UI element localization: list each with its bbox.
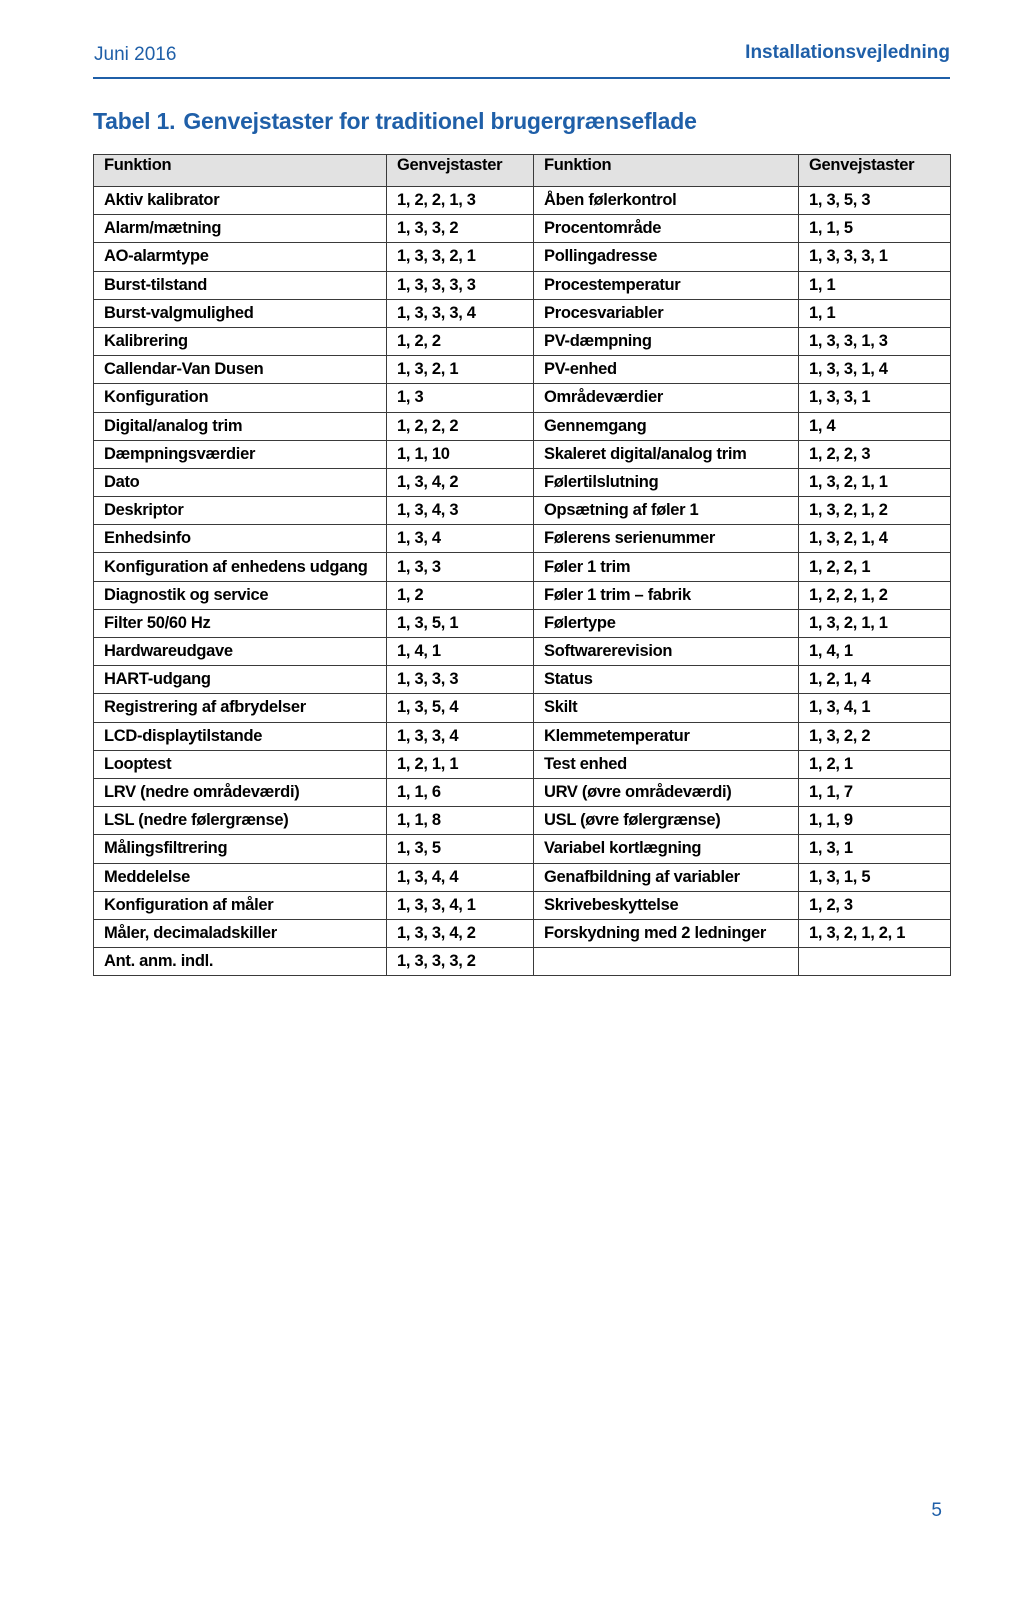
shortcut-cell: 1, 1, 10 xyxy=(387,440,534,468)
shortcut-cell: 1, 3, 5, 1 xyxy=(387,609,534,637)
shortcut-cell: 1, 1 xyxy=(799,299,951,327)
shortcut-cell: 1, 3, 4, 4 xyxy=(387,863,534,891)
shortcut-cell: 1, 2, 2, 1 xyxy=(799,553,951,581)
function-cell: Skaleret digital/analog trim xyxy=(534,440,799,468)
table-row xyxy=(94,384,951,412)
function-cell: Test enhed xyxy=(534,750,799,778)
header-date: Juni 2016 xyxy=(94,44,177,65)
table-body xyxy=(94,187,951,976)
column-header-function: Funktion xyxy=(94,155,387,187)
function-cell: Procesvariabler xyxy=(534,299,799,327)
shortcut-cell: 1, 3, 3, 4 xyxy=(387,722,534,750)
function-cell: Callendar-Van Dusen xyxy=(94,356,387,384)
shortcut-cell: 1, 2, 2, 2 xyxy=(387,412,534,440)
function-cell: Åben følerkontrol xyxy=(534,187,799,215)
table-row xyxy=(94,638,951,666)
shortcut-cell: 1, 1, 5 xyxy=(799,215,951,243)
function-cell: Registrering af afbrydelser xyxy=(94,694,387,722)
shortcut-cell: 1, 3, 3, 1, 4 xyxy=(799,356,951,384)
function-cell: Følerens serienummer xyxy=(534,525,799,553)
function-cell: Dato xyxy=(94,468,387,496)
table-row xyxy=(94,440,951,468)
column-header-shortcut: Genvejstaster xyxy=(799,155,951,187)
function-cell: Procestemperatur xyxy=(534,271,799,299)
shortcut-cell: 1, 2, 2, 1, 3 xyxy=(387,187,534,215)
shortcut-cell: 1, 3, 2, 1, 2 xyxy=(799,497,951,525)
function-cell: Burst-valgmulighed xyxy=(94,299,387,327)
table-row xyxy=(94,835,951,863)
function-cell: Gennemgang xyxy=(534,412,799,440)
shortcut-cell: 1, 2, 2, 1, 2 xyxy=(799,581,951,609)
function-cell: Følertilslutning xyxy=(534,468,799,496)
function-cell: Måler, decimaladskiller xyxy=(94,919,387,947)
shortcut-cell: 1, 3, 3, 2, 1 xyxy=(387,243,534,271)
function-cell: Konfiguration af måler xyxy=(94,891,387,919)
shortcut-cell: 1, 1, 8 xyxy=(387,807,534,835)
shortcut-cell: 1, 1, 7 xyxy=(799,778,951,806)
shortcut-cell: 1, 4 xyxy=(799,412,951,440)
table-title-text: Genvejstaster for traditionel brugergrænseflade xyxy=(183,108,697,134)
function-cell: Variabel kortlægning xyxy=(534,835,799,863)
function-cell: Procentområde xyxy=(534,215,799,243)
column-header-shortcut: Genvejstaster xyxy=(387,155,534,187)
function-cell: PV-enhed xyxy=(534,356,799,384)
function-cell: AO-alarmtype xyxy=(94,243,387,271)
shortcut-cell: 1, 1, 9 xyxy=(799,807,951,835)
table-header-row xyxy=(94,155,951,187)
function-cell: Pollingadresse xyxy=(534,243,799,271)
shortcut-cell: 1, 3, 3, 1, 3 xyxy=(799,327,951,355)
shortcut-cell: 1, 3, 4, 1 xyxy=(799,694,951,722)
shortcut-cell: 1, 3, 2, 1, 4 xyxy=(799,525,951,553)
shortcut-cell: 1, 3, 3, 4, 1 xyxy=(387,891,534,919)
shortcut-cell: 1, 1, 6 xyxy=(387,778,534,806)
table-row xyxy=(94,919,951,947)
function-cell: Føler 1 trim – fabrik xyxy=(534,581,799,609)
function-cell: Deskriptor xyxy=(94,497,387,525)
shortcut-cell: 1, 3, 2, 1, 2, 1 xyxy=(799,919,951,947)
shortcut-cell: 1, 4, 1 xyxy=(799,638,951,666)
shortcut-cell: 1, 3, 2, 2 xyxy=(799,722,951,750)
shortcut-cell: 1, 2, 2, 3 xyxy=(799,440,951,468)
shortcut-cell: 1, 3, 3, 2 xyxy=(387,215,534,243)
function-cell: LRV (nedre områdeværdi) xyxy=(94,778,387,806)
shortcut-cell: 1, 3, 5, 4 xyxy=(387,694,534,722)
shortcut-cell: 1, 3, 3, 3, 3 xyxy=(387,271,534,299)
table-row xyxy=(94,215,951,243)
function-cell: Områdeværdier xyxy=(534,384,799,412)
function-cell: Burst-tilstand xyxy=(94,271,387,299)
function-cell: Skrivebeskyttelse xyxy=(534,891,799,919)
header-document-title: Installationsvejledning xyxy=(745,42,950,63)
function-cell: Forskydning med 2 ledninger xyxy=(534,919,799,947)
table-row xyxy=(94,525,951,553)
shortcut-cell: 1, 2, 1, 1 xyxy=(387,750,534,778)
function-cell: Klemmetemperatur xyxy=(534,722,799,750)
function-cell: Ant. anm. indl. xyxy=(94,948,387,976)
function-cell: Målingsfiltrering xyxy=(94,835,387,863)
shortcut-cell: 1, 3, 3 xyxy=(387,553,534,581)
function-cell: Genafbildning af variabler xyxy=(534,863,799,891)
shortcut-cell: 1, 3, 1 xyxy=(799,835,951,863)
table-row xyxy=(94,412,951,440)
shortcut-cell: 1, 3, 3, 3, 1 xyxy=(799,243,951,271)
table-number: Tabel 1. xyxy=(93,108,176,134)
shortcut-cell: 1, 3, 3, 3, 4 xyxy=(387,299,534,327)
function-cell: Filter 50/60 Hz xyxy=(94,609,387,637)
function-cell: Hardwareudgave xyxy=(94,638,387,666)
table-row xyxy=(94,891,951,919)
shortcut-cell: 1, 3, 2, 1, 1 xyxy=(799,609,951,637)
table-row xyxy=(94,609,951,637)
function-cell: PV-dæmpning xyxy=(534,327,799,355)
column-header-function: Funktion xyxy=(534,155,799,187)
table-row xyxy=(94,327,951,355)
table-row xyxy=(94,807,951,835)
function-cell: Skilt xyxy=(534,694,799,722)
function-cell: Diagnostik og service xyxy=(94,581,387,609)
shortcut-cell: 1, 2, 3 xyxy=(799,891,951,919)
shortcut-cell: 1, 2, 1 xyxy=(799,750,951,778)
shortcut-cell: 1, 2, 1, 4 xyxy=(799,666,951,694)
table-row xyxy=(94,299,951,327)
shortcut-cell: 1, 3, 4, 3 xyxy=(387,497,534,525)
shortcut-cell: 1, 3, 5 xyxy=(387,835,534,863)
shortcut-cell: 1, 3, 4, 2 xyxy=(387,468,534,496)
table-row xyxy=(94,468,951,496)
function-cell: HART-udgang xyxy=(94,666,387,694)
table-row xyxy=(94,694,951,722)
function-cell: URV (øvre områdeværdi) xyxy=(534,778,799,806)
shortcut-cell: 1, 3, 3, 4, 2 xyxy=(387,919,534,947)
function-cell: LCD-displaytilstande xyxy=(94,722,387,750)
function-cell: Status xyxy=(534,666,799,694)
function-cell: Meddelelse xyxy=(94,863,387,891)
table-row xyxy=(94,356,951,384)
shortcut-cell: 1, 3, 1, 5 xyxy=(799,863,951,891)
function-cell: Alarm/mætning xyxy=(94,215,387,243)
shortcut-cell: 1, 2 xyxy=(387,581,534,609)
header-divider xyxy=(93,77,950,79)
table-row xyxy=(94,666,951,694)
function-cell: Looptest xyxy=(94,750,387,778)
function-cell: Føler 1 trim xyxy=(534,553,799,581)
page-number: 5 xyxy=(931,1500,942,1521)
shortcut-cell: 1, 1 xyxy=(799,271,951,299)
table-row xyxy=(94,863,951,891)
table-row xyxy=(94,948,951,976)
shortcut-cell: 1, 3, 2, 1 xyxy=(387,356,534,384)
function-cell: LSL (nedre følergrænse) xyxy=(94,807,387,835)
function-cell: USL (øvre følergrænse) xyxy=(534,807,799,835)
table-row xyxy=(94,778,951,806)
table-row xyxy=(94,722,951,750)
function-cell: Konfiguration xyxy=(94,384,387,412)
function-cell: Enhedsinfo xyxy=(94,525,387,553)
shortcut-cell: 1, 3, 3, 3, 2 xyxy=(387,948,534,976)
table-row xyxy=(94,243,951,271)
shortcut-cell: 1, 3, 4 xyxy=(387,525,534,553)
function-cell: Konfiguration af enhedens udgang xyxy=(94,553,387,581)
function-cell: Følertype xyxy=(534,609,799,637)
shortcut-cell: 1, 2, 2 xyxy=(387,327,534,355)
table-row xyxy=(94,271,951,299)
table-row xyxy=(94,497,951,525)
shortcut-cell: 1, 3, 3, 3 xyxy=(387,666,534,694)
function-cell: Digital/analog trim xyxy=(94,412,387,440)
function-cell: Opsætning af føler 1 xyxy=(534,497,799,525)
table-row xyxy=(94,581,951,609)
shortcut-table xyxy=(93,154,951,976)
shortcut-cell: 1, 3, 3, 1 xyxy=(799,384,951,412)
table-row xyxy=(94,187,951,215)
function-cell: Aktiv kalibrator xyxy=(94,187,387,215)
table-row xyxy=(94,750,951,778)
function-cell: Softwarerevision xyxy=(534,638,799,666)
function-cell: Dæmpningsværdier xyxy=(94,440,387,468)
function-cell xyxy=(534,948,799,976)
shortcut-cell: 1, 3, 2, 1, 1 xyxy=(799,468,951,496)
shortcut-cell: 1, 3 xyxy=(387,384,534,412)
shortcut-cell: 1, 3, 5, 3 xyxy=(799,187,951,215)
shortcut-cell: 1, 4, 1 xyxy=(387,638,534,666)
function-cell: Kalibrering xyxy=(94,327,387,355)
table-title xyxy=(93,108,697,135)
table-row xyxy=(94,553,951,581)
shortcut-cell xyxy=(799,948,951,976)
